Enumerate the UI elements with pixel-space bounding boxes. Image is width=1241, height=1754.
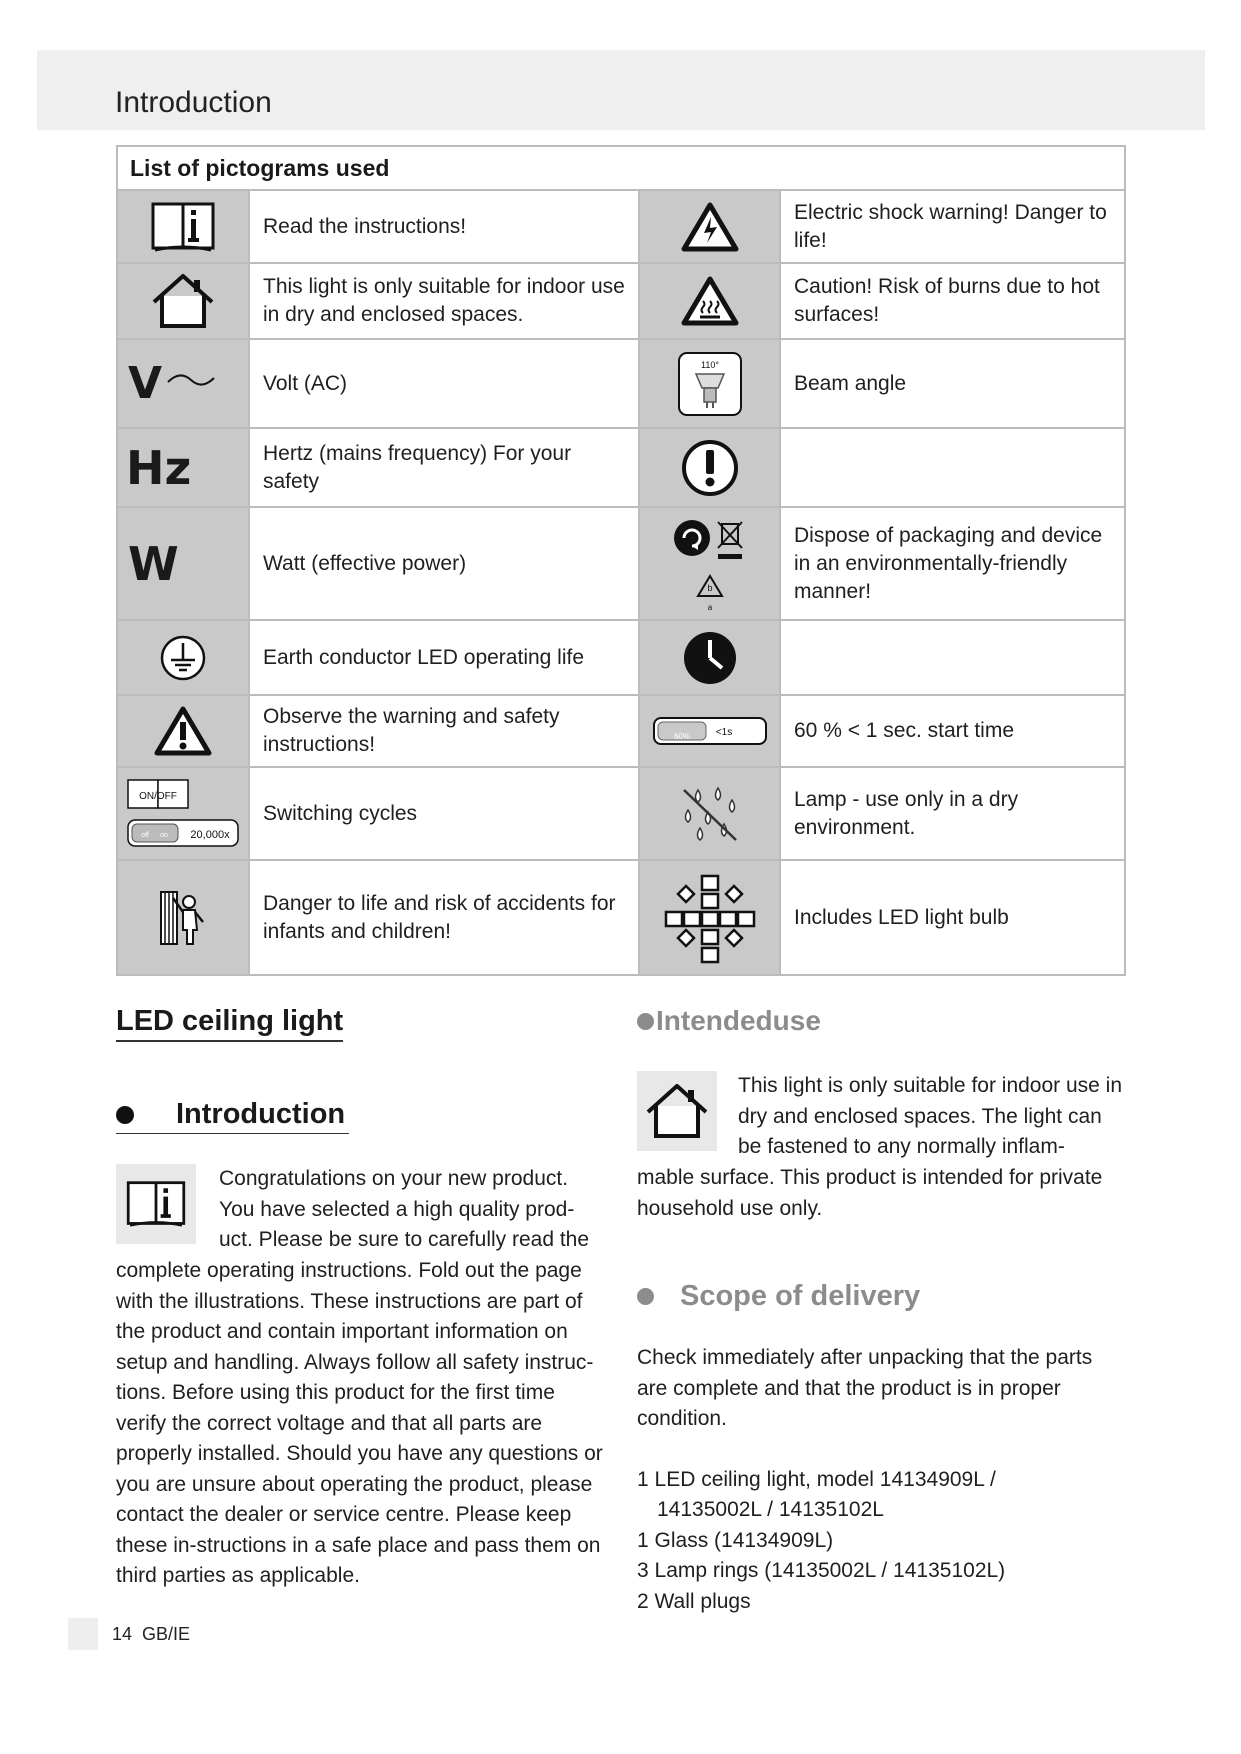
scope-of-delivery-heading-text: Scope of delivery	[680, 1280, 921, 1312]
start-time-percent: 60%	[673, 732, 690, 741]
pictogram-description: Switching cycles	[249, 767, 639, 860]
product-title: LED ceiling light	[116, 1005, 343, 1042]
pictogram-description	[780, 620, 1125, 695]
exclamation-circle-icon	[639, 428, 780, 507]
list-item: 1 Glass (14134909L)	[637, 1528, 834, 1552]
bullet-icon	[116, 1106, 134, 1124]
page-footer	[68, 1618, 190, 1650]
table-row	[117, 507, 1125, 620]
watt-symbol: W	[128, 536, 179, 591]
introduction-body	[116, 1164, 606, 1592]
introduction-heading-block	[116, 1098, 349, 1134]
pictogram-description: Danger to life and risk of accidents for infants and children!	[249, 860, 639, 975]
pictogram-description: Volt (AC)	[249, 339, 639, 428]
bullet-icon	[637, 1013, 654, 1030]
pictogram-description: Beam angle	[780, 339, 1125, 428]
list-item: 14135002L / 14135102L	[657, 1498, 884, 1521]
pictogram-description	[780, 428, 1125, 507]
footer-marker	[68, 1618, 98, 1650]
introduction-heading-text: Introduction	[176, 1098, 346, 1130]
recycling-label-b: b	[706, 582, 713, 593]
warning-triangle-icon	[117, 695, 249, 767]
bullet-icon	[637, 1288, 654, 1305]
book-info-icon	[117, 190, 249, 263]
clock-icon	[639, 620, 780, 695]
beam-angle-label: 110°	[700, 359, 719, 370]
watt-icon	[117, 507, 249, 620]
list-item: 3 Lamp rings (14135002L / 14135102L)	[637, 1559, 1006, 1582]
pictogram-description: Caution! Risk of burns due to hot surfaces!	[780, 263, 1125, 339]
scope-of-delivery-text: Check immediately after unpacking that the parts are complete and that the product is in proper condition.	[637, 1346, 1093, 1430]
introduction-lead-text: Congratulations on your new product. You have selected a high quality prod-uct. Please be sure to carefully read the	[219, 1167, 590, 1251]
hertz-icon	[117, 428, 249, 507]
cycles-count: 20,000x	[190, 828, 230, 841]
pictogram-description: This light is only suitable for indoor use in dry and enclosed spaces.	[249, 263, 639, 339]
pictogram-description: Watt (effective power)	[249, 507, 639, 620]
table-row	[117, 339, 1125, 428]
table-row	[117, 428, 1125, 507]
scope-list	[637, 1465, 1127, 1618]
hertz-symbol: Hz	[126, 440, 192, 495]
pictogram-description: Earth conductor LED operating life	[249, 620, 639, 695]
pictogram-description: Includes LED light bulb	[780, 860, 1125, 975]
right-column	[637, 1005, 1127, 1617]
start-time-icon	[639, 695, 780, 767]
volt-ac-icon	[117, 339, 249, 428]
led-bulb-icon	[639, 860, 780, 975]
off-label: off	[141, 831, 149, 839]
scope-of-delivery-heading	[637, 1280, 1127, 1313]
pictogram-description: Observe the warning and safety instructions!	[249, 695, 639, 767]
intended-use-lead-text: This light is only suitable for indoor use in dry and enclosed spaces. The light can be fastened to any normally inflam-	[738, 1074, 1123, 1158]
intended-use-heading	[637, 1005, 1127, 1037]
page-title: Introduction	[115, 86, 272, 119]
language-code: GB/IE	[142, 1623, 191, 1644]
pictogram-description: Hertz (mains frequency) For your safety	[249, 428, 639, 507]
table-row	[117, 190, 1125, 263]
earth-conductor-icon	[117, 620, 249, 695]
recycling-label-a: a	[707, 602, 712, 612]
table-row	[117, 695, 1125, 767]
pictogram-description: Read the instructions!	[249, 190, 639, 263]
table-row	[117, 263, 1125, 339]
child-danger-icon	[117, 860, 249, 975]
dry-environment-icon	[639, 767, 780, 860]
table-row	[117, 860, 1125, 975]
on-off-label: ON/OFF	[139, 790, 177, 802]
table-row	[117, 620, 1125, 695]
left-column	[116, 1005, 606, 1592]
list-item: 1 LED ceiling light, model 14134909L /	[637, 1467, 996, 1491]
switching-cycles-icon	[117, 767, 249, 860]
intended-use-text: mable surface. This product is intended for private household use only.	[637, 1166, 1103, 1220]
table-title: List of pictograms used	[117, 146, 1125, 190]
electric-shock-warning-icon	[639, 190, 780, 263]
volt-symbol: V	[128, 358, 163, 409]
introduction-heading	[116, 1098, 349, 1131]
on-label: on	[160, 831, 168, 839]
pictogram-table	[116, 145, 1126, 976]
read-instructions-icon	[116, 1164, 196, 1244]
house-icon	[637, 1071, 717, 1151]
pictogram-description: 60 % < 1 sec. start time	[780, 695, 1125, 767]
pictogram-description: Electric shock warning! Danger to life!	[780, 190, 1125, 263]
hot-surface-warning-icon	[639, 263, 780, 339]
pictogram-description: Lamp - use only in a dry environment.	[780, 767, 1125, 860]
table-row	[117, 767, 1125, 860]
pictogram-description: Dispose of packaging and device in an environmentally-friendly manner!	[780, 507, 1125, 620]
start-time-seconds: <1s	[715, 727, 732, 738]
recycling-disposal-icon	[639, 507, 780, 620]
page-number: 14	[112, 1623, 133, 1644]
intended-use-heading-text: Intendeduse	[656, 1005, 821, 1036]
introduction-text: complete operating instructions. Fold out the page with the illustrations. These instructions are part of the product and contain important information on setup and handling. Always follow all safety instruc-tions. Before using this product for the first time verify the correct voltage and that all parts are properly installed. Should you have any questions or you are unsure about operating the product, please contact the dealer or service centre. Please keep these in-structions in a safe place and pass them on third parties as applicable.	[116, 1259, 603, 1587]
list-item: 2 Wall plugs	[637, 1589, 751, 1613]
house-icon	[117, 263, 249, 339]
beam-angle-icon	[639, 339, 780, 428]
table-header-row	[117, 146, 1125, 190]
intended-use-body	[637, 1071, 1127, 1224]
